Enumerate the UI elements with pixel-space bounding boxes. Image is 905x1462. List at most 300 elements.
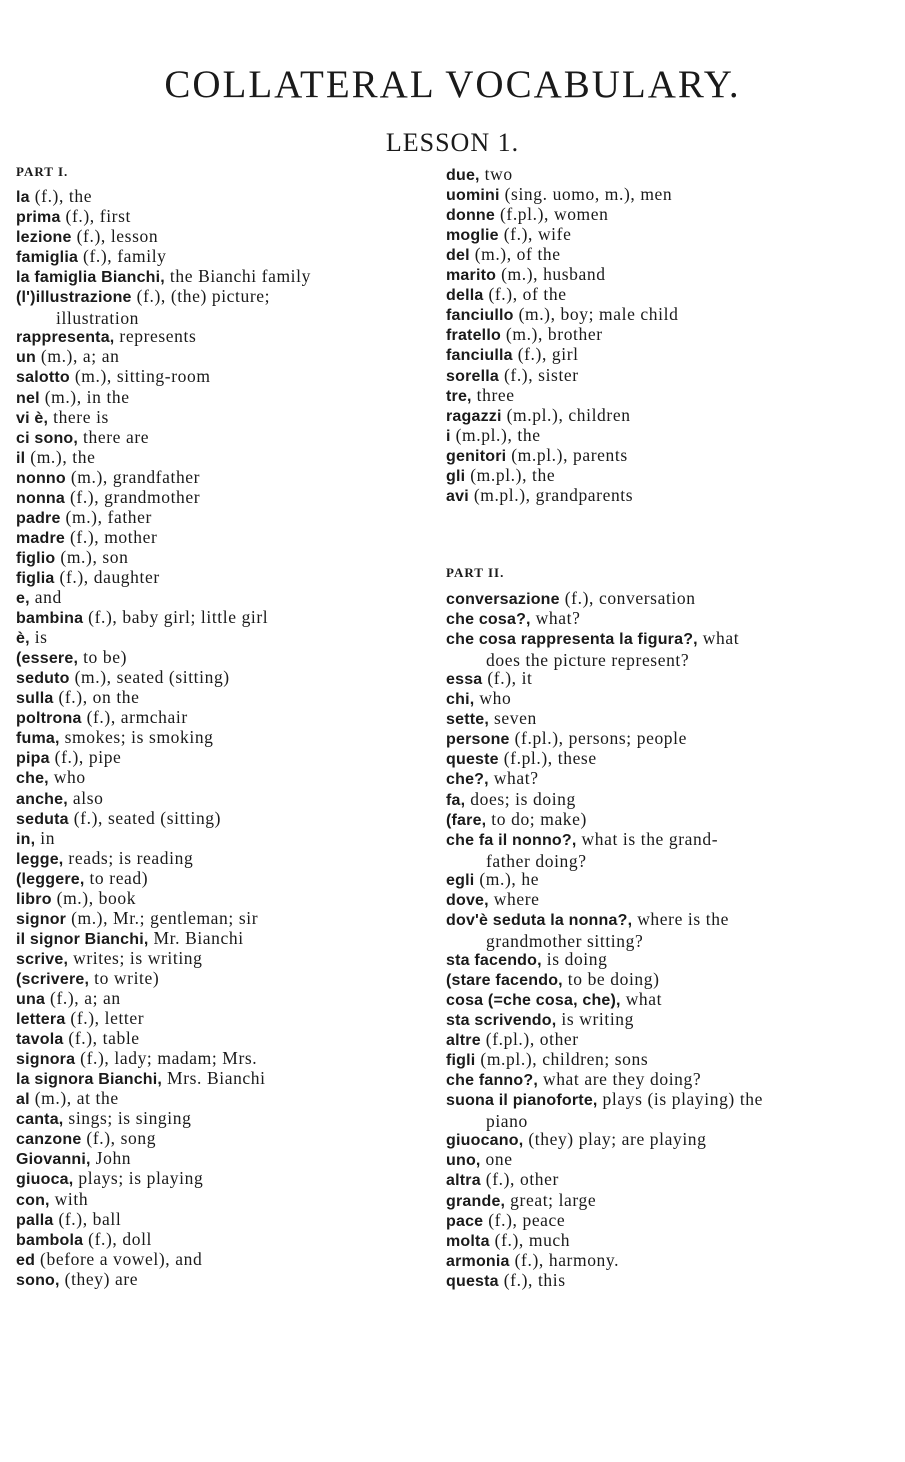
entry-definition: to be doing) xyxy=(562,968,660,989)
vocabulary-entry xyxy=(16,527,426,549)
vocabulary-entry xyxy=(16,647,426,669)
entry-term: il xyxy=(16,449,26,467)
entry-term: giuoca, xyxy=(16,1171,74,1189)
entry-term: questa xyxy=(446,1272,499,1290)
vocabulary-entry xyxy=(446,1049,856,1071)
entry-definition: (m.), book xyxy=(51,887,137,908)
entry-definition: who xyxy=(48,767,86,788)
entry-definition: (they) are xyxy=(59,1268,139,1289)
vocabulary-entry xyxy=(446,789,856,811)
entry-term: lezione xyxy=(16,229,72,247)
entry-definition: what is the grand- xyxy=(576,828,719,849)
entry-definition: is xyxy=(29,627,48,648)
vocabulary-entry xyxy=(446,485,856,507)
entry-definition: seven xyxy=(489,708,537,729)
entry-continuation: piano xyxy=(486,1111,528,1132)
vocabulary-entry xyxy=(16,1209,426,1231)
entry-term: nel xyxy=(16,389,40,407)
entry-definition: reads; is reading xyxy=(63,847,194,868)
vocabulary-entry xyxy=(16,727,426,749)
entry-definition: (m.), boy; male child xyxy=(513,304,679,325)
entry-definition: to read) xyxy=(84,867,149,888)
vocabulary-entry xyxy=(446,829,856,871)
entry-term: (l')illustrazione xyxy=(16,289,132,307)
entry-term: bambina xyxy=(16,610,84,628)
vocabulary-entry xyxy=(446,324,856,346)
vocabulary-entry xyxy=(16,888,426,910)
entry-term: (scrivere, xyxy=(16,970,90,988)
entry-term: figlia xyxy=(16,569,55,587)
entry-definition: (f.), doll xyxy=(83,1228,153,1249)
entry-definition: one xyxy=(480,1149,513,1170)
vocabulary-entry xyxy=(16,407,426,429)
vocabulary-entry xyxy=(16,667,426,689)
entry-definition: (f.), peace xyxy=(483,1209,566,1230)
entry-definition: does; is doing xyxy=(465,788,576,809)
entry-definition: (f.), first xyxy=(60,206,131,227)
entry-definition: (m.), brother xyxy=(500,324,603,345)
entry-term: ed xyxy=(16,1251,36,1269)
entry-term: grande, xyxy=(446,1192,506,1210)
entry-term: tavola xyxy=(16,1031,64,1049)
entry-term: sono, xyxy=(16,1271,60,1289)
entry-definition: (f.), lady; madam; Mrs. xyxy=(75,1048,258,1069)
entry-definition: where is the xyxy=(632,908,729,929)
vocabulary-entry xyxy=(16,186,426,208)
entry-term: padre xyxy=(16,509,61,527)
vocabulary-entry xyxy=(16,607,426,629)
vocabulary-entry xyxy=(446,425,856,447)
vocabulary-entry xyxy=(446,1029,856,1051)
vocabulary-entry xyxy=(16,968,426,990)
vocabulary-entry xyxy=(446,969,856,991)
vocabulary-entry xyxy=(16,788,426,810)
entry-term: libro xyxy=(16,890,52,908)
entry-term: (leggere, xyxy=(16,870,85,888)
entry-term: sulla xyxy=(16,690,54,708)
entry-term: prima xyxy=(16,209,61,227)
entry-term: che fa il nonno?, xyxy=(446,831,577,849)
entry-term: ci sono, xyxy=(16,429,79,447)
entry-term: che, xyxy=(16,770,49,788)
entry-definition: (m.pl.), children xyxy=(501,404,631,425)
entry-term: pipa xyxy=(16,750,50,768)
entry-definition: (f.), on the xyxy=(53,687,140,708)
entry-definition: (f.), conversation xyxy=(559,588,696,608)
entry-term: cosa (=che cosa, che), xyxy=(446,992,621,1009)
entry-term: conversazione xyxy=(446,591,560,608)
entry-term: rappresenta, xyxy=(16,329,115,347)
entry-term: sette, xyxy=(446,711,489,729)
vocabulary-entry xyxy=(446,748,856,770)
entry-definition: plays (is playing) the xyxy=(597,1089,764,1110)
entry-term: che cosa rappresenta la figura?, xyxy=(446,631,698,649)
entry-term: armonia xyxy=(446,1252,510,1270)
entry-term: un xyxy=(16,349,36,367)
entry-term: canta, xyxy=(16,1111,64,1129)
vocabulary-entry xyxy=(16,908,426,930)
entry-term: (stare facendo, xyxy=(446,971,563,989)
vocabulary-entry xyxy=(16,246,426,268)
entry-definition: smokes; is smoking xyxy=(59,727,214,748)
vocabulary-entry xyxy=(446,1169,856,1191)
entry-definition: (f.pl.), other xyxy=(480,1029,579,1050)
vocabulary-entry xyxy=(446,708,856,730)
vocabulary-entry xyxy=(16,1068,426,1090)
vocabulary-entry xyxy=(446,385,856,407)
entry-term: seduta xyxy=(16,810,69,828)
vocabulary-entry xyxy=(446,1149,856,1171)
entry-definition: (f.), family xyxy=(78,246,167,267)
vocabulary-entry xyxy=(16,326,426,348)
vocabulary-entry xyxy=(16,1249,426,1271)
entry-term: uomini xyxy=(446,187,500,205)
entry-term: è, xyxy=(16,630,30,648)
entry-term: persone xyxy=(446,731,510,749)
entry-definition: (m.), seated (sitting) xyxy=(69,667,230,688)
vocabulary-entry xyxy=(446,184,856,206)
vocabulary-entry xyxy=(16,1148,426,1170)
entry-term: avi xyxy=(446,487,469,505)
entry-definition: represents xyxy=(114,326,197,347)
entry-term: legge, xyxy=(16,850,64,868)
entry-definition: (f.), this xyxy=(498,1269,566,1290)
vocabulary-entry xyxy=(16,1269,426,1291)
entry-term: due, xyxy=(446,167,480,184)
entry-definition: (m.), Mr.; gentleman; sir xyxy=(66,907,259,928)
entry-definition: there are xyxy=(78,426,150,447)
vocabulary-entry xyxy=(446,1089,856,1131)
page-title: COLLATERAL VOCABULARY. xyxy=(164,63,741,106)
vocabulary-entry xyxy=(446,445,856,467)
entry-term: al xyxy=(16,1091,30,1109)
entry-term: giuocano, xyxy=(446,1132,524,1150)
entry-term: sta facendo, xyxy=(446,951,542,969)
entry-continuation: father doing? xyxy=(486,850,587,871)
entry-continuation: grandmother sitting? xyxy=(486,930,644,951)
entry-definition: (m.), a; an xyxy=(35,346,120,367)
vocabulary-entry xyxy=(16,226,426,248)
vocabulary-entry xyxy=(16,266,426,288)
entry-definition: (f.), pipe xyxy=(49,747,122,768)
entry-definition: Mrs. Bianchi xyxy=(162,1068,266,1089)
entry-term: (fare, xyxy=(446,811,487,829)
entry-definition: to do; make) xyxy=(486,808,587,829)
entry-term: la famiglia Bianchi, xyxy=(16,269,165,287)
entry-term: il signor Bianchi, xyxy=(16,930,149,948)
entry-term: dov'è seduta la nonna?, xyxy=(446,911,633,929)
entry-definition: (m.), the xyxy=(25,446,96,467)
vocabulary-entry xyxy=(446,989,856,1011)
entry-definition: (f.), ball xyxy=(53,1208,122,1229)
entry-term: del xyxy=(446,247,470,265)
entry-definition: (m.), sitting-room xyxy=(69,366,211,387)
entry-definition: writes; is writing xyxy=(68,947,203,968)
entry-definition: (m.), son xyxy=(55,546,129,567)
entry-definition: (f.pl.), these xyxy=(498,748,597,769)
vocabulary-entry xyxy=(446,1230,856,1252)
entry-term: egli xyxy=(446,871,475,889)
vocabulary-entry xyxy=(446,688,856,710)
entry-definition: in xyxy=(35,827,56,848)
entry-definition: (f.), sister xyxy=(499,364,579,385)
entry-term: canzone xyxy=(16,1131,82,1149)
vocabulary-entry xyxy=(446,1210,856,1232)
entry-definition: what? xyxy=(488,768,539,789)
entry-definition: (m.), of the xyxy=(469,244,561,265)
vocabulary-entry xyxy=(446,244,856,266)
vocabulary-entry xyxy=(16,707,426,729)
vocabulary-entry xyxy=(446,224,856,246)
entry-term: famiglia xyxy=(16,249,79,267)
entry-definition: plays; is playing xyxy=(73,1168,204,1189)
vocabulary-entry xyxy=(16,587,426,609)
entry-definition: (m.pl.), the xyxy=(465,464,556,485)
entry-term: queste xyxy=(446,751,499,769)
entry-definition: also xyxy=(67,787,104,808)
entry-term: che fanno?, xyxy=(446,1072,538,1090)
vocabulary-entry xyxy=(446,344,856,366)
vocabulary-entry xyxy=(16,767,426,789)
vocabulary-entry xyxy=(446,164,856,186)
entry-definition: (m.), husband xyxy=(496,264,606,285)
entry-term: genitori xyxy=(446,447,507,465)
entry-definition: great; large xyxy=(505,1189,597,1210)
entry-term: della xyxy=(446,287,484,305)
entry-definition: (m.pl.), grandparents xyxy=(468,484,634,505)
vocabulary-entry xyxy=(446,668,856,690)
entry-definition: John xyxy=(90,1148,132,1169)
vocabulary-entry xyxy=(446,1069,856,1091)
entry-definition: (m.pl.), children; sons xyxy=(475,1049,649,1070)
entry-term: poltrona xyxy=(16,710,82,728)
entry-definition: with xyxy=(49,1188,89,1209)
entry-term: sta scrivendo, xyxy=(446,1012,557,1030)
vocabulary-entry xyxy=(16,1028,426,1050)
entry-definition: what xyxy=(697,628,740,649)
vocabulary-entry xyxy=(16,1008,426,1030)
entry-definition: (f.), armchair xyxy=(81,707,188,728)
vocabulary-entry xyxy=(16,206,426,228)
vocabulary-entry xyxy=(16,1048,426,1070)
vocabulary-entry xyxy=(16,747,426,769)
entry-term: vi è, xyxy=(16,409,49,427)
vocabulary-entry xyxy=(16,1229,426,1251)
entry-definition: (m.pl.), parents xyxy=(506,444,628,465)
vocabulary-entry xyxy=(16,507,426,529)
entry-definition: (f.), wife xyxy=(498,224,572,245)
entry-term: anche, xyxy=(16,790,68,808)
entry-definition: (f.), letter xyxy=(65,1008,145,1029)
entry-term: suona il pianoforte, xyxy=(446,1092,598,1110)
entry-term: moglie xyxy=(446,227,499,245)
vocabulary-entry xyxy=(16,808,426,830)
entry-definition: (f.), song xyxy=(81,1128,157,1149)
vocabulary-entry xyxy=(16,387,426,409)
entry-definition: (before a vowel), and xyxy=(35,1248,203,1269)
entry-definition: (f.), table xyxy=(63,1028,140,1049)
entry-term: essa xyxy=(446,671,483,689)
entry-term: nonno xyxy=(16,469,66,487)
entry-definition: (they) play; are playing xyxy=(523,1129,707,1150)
entry-definition: what? xyxy=(530,608,581,629)
entry-definition: (f.), of the xyxy=(483,284,567,305)
lesson-heading: LESSON 1. xyxy=(385,128,520,157)
entry-term: uno, xyxy=(446,1152,481,1170)
entry-definition: to be) xyxy=(78,647,128,668)
entry-term: i xyxy=(446,427,451,445)
entry-definition: who xyxy=(474,688,512,709)
entry-definition: (f.), grandmother xyxy=(65,486,201,507)
entry-term: la signora Bianchi, xyxy=(16,1071,163,1089)
entry-term: madre xyxy=(16,529,66,547)
entry-definition: (f.pl.), persons; people xyxy=(509,728,687,749)
vocabulary-entry xyxy=(446,909,856,951)
entry-definition: (f.), seated (sitting) xyxy=(68,807,222,828)
entry-definition: (f.), daughter xyxy=(54,566,160,587)
entry-term: fa, xyxy=(446,791,466,809)
entry-term: donne xyxy=(446,207,495,225)
entry-term: una xyxy=(16,991,46,1008)
entry-term: signora xyxy=(16,1051,76,1069)
entry-definition: (m.), he xyxy=(474,868,540,889)
entry-term: (essere, xyxy=(16,650,79,668)
vocabulary-entry xyxy=(446,284,856,306)
vocabulary-entry xyxy=(446,608,856,630)
entry-term: molta xyxy=(446,1232,490,1250)
entry-term: sorella xyxy=(446,367,499,385)
vocabulary-entry xyxy=(446,869,856,891)
vocabulary-entry xyxy=(446,768,856,790)
entry-term: lettera xyxy=(16,1011,66,1029)
vocabulary-entry xyxy=(16,487,426,509)
vocabulary-entry xyxy=(16,1168,426,1190)
entry-term: ragazzi xyxy=(446,407,502,425)
vocabulary-entry xyxy=(446,365,856,387)
entry-term: chi, xyxy=(446,691,475,709)
vocabulary-entry xyxy=(16,567,426,589)
entry-definition: (f.), lesson xyxy=(71,226,159,247)
entry-definition: is doing xyxy=(541,948,608,969)
entry-definition: is writing xyxy=(556,1009,634,1030)
entry-definition: (m.), father xyxy=(60,506,152,527)
entry-term: Giovanni, xyxy=(16,1151,91,1169)
entry-term: nonna xyxy=(16,489,65,507)
entry-definition: (f.), mother xyxy=(65,526,158,547)
vocabulary-entry xyxy=(446,1190,856,1212)
vocabulary-entry xyxy=(16,427,426,449)
part-heading: PART I. xyxy=(16,164,69,179)
entry-definition: the Bianchi family xyxy=(164,266,311,287)
entry-definition: three xyxy=(471,384,515,405)
entry-definition: two xyxy=(479,164,513,184)
entry-definition: sings; is singing xyxy=(63,1108,192,1129)
vocabulary-entry xyxy=(446,264,856,286)
entry-definition: what are they doing? xyxy=(537,1069,702,1090)
vocabulary-entry xyxy=(16,828,426,850)
entry-definition: (f.), baby girl; little girl xyxy=(83,607,269,628)
entry-term: fuma, xyxy=(16,730,60,748)
vocabulary-entry xyxy=(446,1270,856,1292)
entry-term: altre xyxy=(446,1032,481,1050)
entry-definition: (sing. uomo, m.), men xyxy=(499,184,673,205)
vocabulary-entry xyxy=(446,628,856,670)
entry-term: marito xyxy=(446,267,497,285)
entry-definition: where xyxy=(488,888,540,909)
entry-term: dove, xyxy=(446,891,489,909)
entry-term: in, xyxy=(16,830,36,848)
entry-definition: (f.), harmony. xyxy=(509,1249,620,1270)
entry-definition: (f.), other xyxy=(480,1169,559,1190)
vocabulary-entry xyxy=(16,1088,426,1110)
entry-term: signor xyxy=(16,910,67,928)
vocabulary-entry xyxy=(16,447,426,469)
vocabulary-entry xyxy=(446,204,856,226)
vocabulary-entry xyxy=(16,687,426,709)
entry-term: che cosa?, xyxy=(446,611,531,629)
entry-term: la xyxy=(16,189,30,206)
vocabulary-entry xyxy=(16,1108,426,1130)
entry-definition: (m.pl.), the xyxy=(450,424,541,445)
vocabulary-entry xyxy=(16,988,426,1010)
entry-term: palla xyxy=(16,1211,54,1229)
entry-definition: (f.pl.), women xyxy=(495,204,609,225)
vocabulary-entry xyxy=(446,405,856,427)
entry-term: figli xyxy=(446,1052,476,1070)
entry-term: fanciulla xyxy=(446,347,513,365)
entry-definition: and xyxy=(29,587,62,607)
vocabulary-entry xyxy=(446,949,856,971)
entry-definition: (f.), (the) picture; xyxy=(131,286,271,307)
entry-term: fanciullo xyxy=(446,307,514,325)
vocabulary-entry xyxy=(16,627,426,649)
entry-term: con, xyxy=(16,1191,50,1209)
vocabulary-entry xyxy=(16,467,426,489)
entry-term: tre, xyxy=(446,387,472,405)
entry-term: seduto xyxy=(16,670,70,688)
vocabulary-entry xyxy=(16,848,426,870)
vocabulary-entry xyxy=(446,809,856,831)
vocabulary-entry xyxy=(16,948,426,970)
vocabulary-entry xyxy=(446,1250,856,1272)
entry-term: e, xyxy=(16,590,30,607)
vocabulary-entry xyxy=(16,547,426,569)
entry-definition: (m.), in the xyxy=(39,386,130,407)
vocabulary-entry xyxy=(16,346,426,368)
vocabulary-entry xyxy=(16,286,426,328)
vocabulary-entry xyxy=(16,868,426,890)
entry-definition: (f.), a; an xyxy=(45,988,121,1008)
entry-continuation: illustration xyxy=(56,308,140,329)
entry-term: bambola xyxy=(16,1231,84,1249)
entry-term: pace xyxy=(446,1212,484,1230)
entry-term: che?, xyxy=(446,771,489,789)
entry-definition: (m.), at the xyxy=(29,1088,119,1109)
entry-term: altra xyxy=(446,1172,481,1190)
vocabulary-entry xyxy=(446,465,856,487)
entry-definition: (m.), grandfather xyxy=(65,466,201,487)
entry-definition: to write) xyxy=(89,967,160,988)
entry-term: gli xyxy=(446,467,466,485)
entry-term: figlio xyxy=(16,549,56,567)
entry-term: fratello xyxy=(446,327,501,345)
vocabulary-entry xyxy=(446,1009,856,1031)
entry-term: salotto xyxy=(16,369,70,387)
vocabulary-entry xyxy=(446,728,856,750)
entry-definition: (f.), it xyxy=(482,668,533,689)
entry-definition: there is xyxy=(48,406,109,427)
entry-definition: (f.), girl xyxy=(512,344,579,365)
